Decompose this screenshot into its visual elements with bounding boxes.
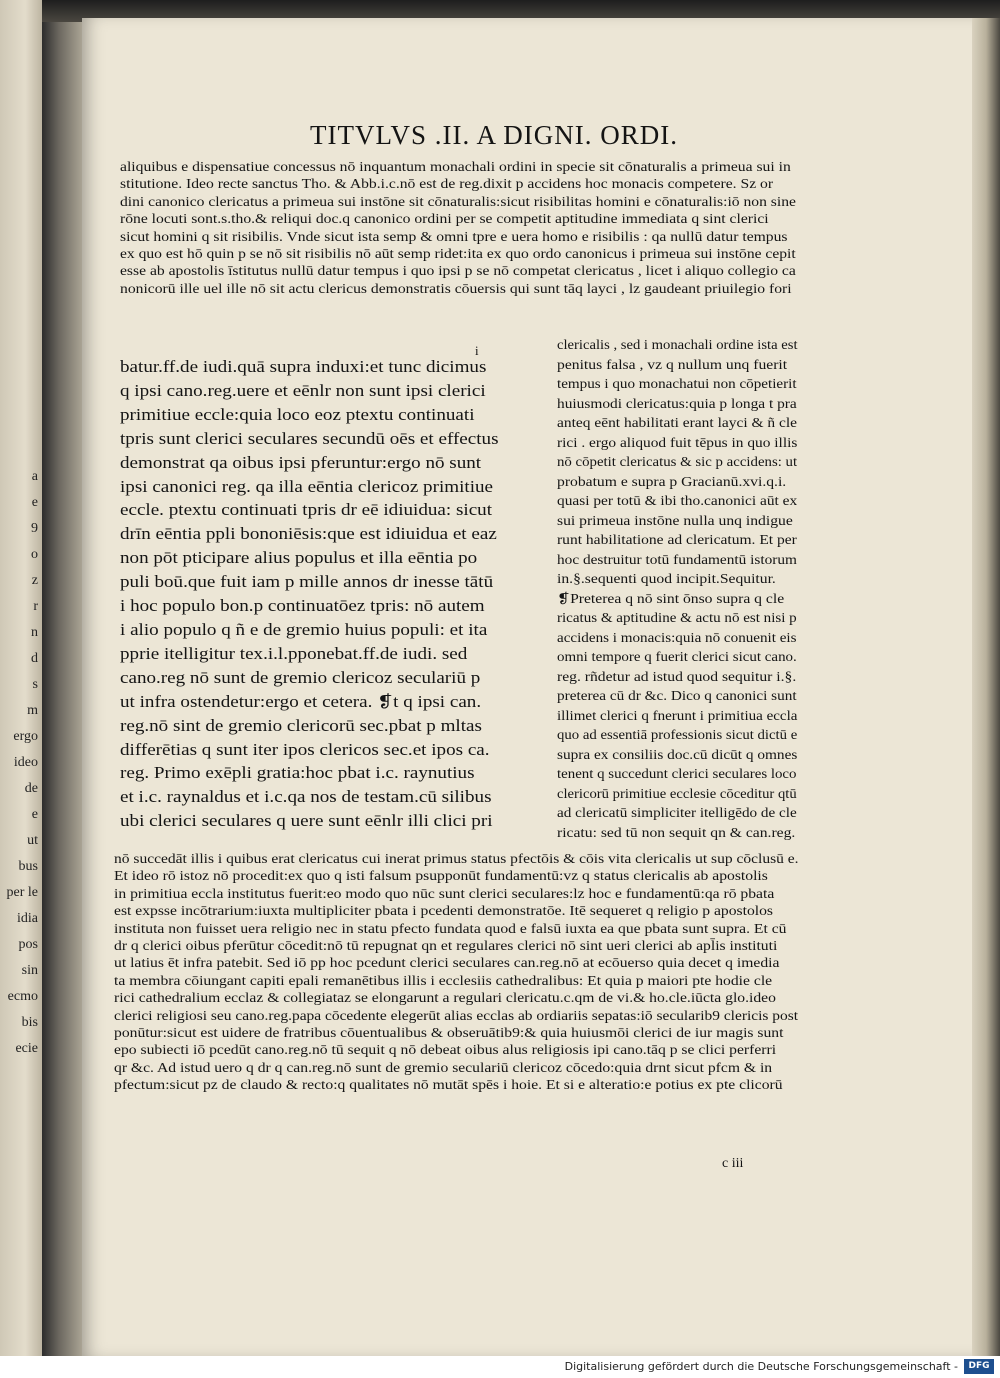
text-line: ut latius ēt infra patebit. Sed iō pp hoc pcedunt clerici seculares can.reg.nō at ecōuerso quia decet q imedia — [114, 955, 780, 971]
text-line: tenent q succedunt clerici seculares loco — [557, 766, 797, 781]
adjacent-page-fragment: z — [31, 573, 38, 588]
text-line: huiusmodi clericatus:quia p longa t pra — [557, 395, 797, 411]
text-line: ex quo est hō quin p se nō sit risibilis nō aūt semp ridet:ita ex quo ordo canonicus i primeua sui instōne cepit — [120, 246, 796, 262]
digitization-footer — [0, 1356, 1000, 1378]
text-line: omni tempore q fuerit clerici sicut cano. — [557, 649, 797, 664]
text-line: nonicorū ille uel ille nō sit actu clericus demonstratis cōuersis qui sunt tāq layci , lz gaudeant priuilegio fori — [120, 280, 792, 296]
text-line: preterea cū dr &c. Dico q canonici sunt — [557, 688, 797, 703]
text-line: probatum e supra p Gracianū.xvi.q.i. — [557, 473, 787, 489]
text-line: pfectum:sicut pz de claudo & recto:q qualitates nō mutāt spēs i hoie. Et si e alteratio:e potius ex pte clicorū — [114, 1077, 783, 1093]
text-line: rici . ergo aliquod fuit tēpus in quo illis — [557, 434, 798, 450]
text-line: rici cathedralium ecclaz & collegiataz se elongarunt a regulari clericatu.c.qm de vi.& ho.cle.iūcta glo.ideo — [114, 990, 776, 1006]
text-line: ubi clerici seculares q uere sunt eēnlr illi clici pri — [120, 811, 493, 831]
text-line: qr &c. Ad istud uero q dr q can.reg.nō sunt de gremio seculariū clericoz cōcedo:quia drnt sicut pfcm & in — [114, 1059, 773, 1075]
text-line: aliquibus e dispensatiue concessus nō inquantum monachali ordini in specie sit cōnaturalis a primeua sui in — [120, 159, 791, 174]
text-line: penitus falsa , vz q nullum unq fuerit — [557, 356, 788, 372]
text-line: tempus i quo monachatui non cōpetierit — [557, 376, 797, 391]
text-line: sicut homini q sit risibilis. Vnde sicut ista semp & omni tpre e uera homo e risibilis : qa nullū datur tempus — [120, 228, 788, 244]
adjacent-page-fragment: idia — [17, 911, 38, 926]
adjacent-page-fragment: bus — [18, 859, 38, 874]
adjacent-page-fragment: s — [32, 677, 38, 692]
text-line: i alio populo q ñ e de gremio huius populi: et ita — [120, 619, 488, 639]
text-line: in.§.sequenti quod incipit.Sequitur. — [557, 571, 776, 586]
text-line: reg. Primo exēpli gratia:hoc pbat i.c. raynutius — [120, 763, 475, 783]
adjacent-page-fragment: r — [33, 599, 38, 614]
text-column-right — [557, 335, 797, 842]
text-line: ta membra cōiungant capiti epali remanētibus illis i ecclesiis cathedralibus: Et quia p maiori pte hodie cle — [114, 972, 773, 988]
text-line: puli boū.que fuit iam p mille annos dr inesse tātū — [120, 572, 494, 592]
text-line: q ipsi cano.reg.uere et eēnlr non sunt ipsi clerici — [120, 380, 486, 400]
text-line: non pōt pticipare alius populus et illa eēntia po — [120, 548, 478, 568]
adjacent-page-fragment: per le — [6, 885, 38, 900]
text-line: differētias q sunt iter ipos clericos sec.et ipos ca. — [120, 739, 490, 759]
page-edge-right — [972, 18, 1000, 1356]
text-line: ipsi canonici reg. qa illa eēntia clericoz primitiue — [120, 476, 494, 496]
adjacent-page-fragment: e — [31, 495, 38, 510]
adjacent-page-fragment: ideo — [13, 755, 38, 770]
text-line: esse ab apostolis īstitutus nullū datur tempus i quo ipsi p se nō competat clericatus , licet i aliquo collegio ca — [120, 263, 796, 279]
text-line: in primitiua eccla institutus fuerit:eo modo quo nūc sunt clerici seculares:lz hoc e fundamentū:qa rō pbata — [114, 885, 775, 901]
text-line: supra ex consiliis doc.cū dicūt q omnes — [557, 746, 798, 762]
text-line: nō succedāt illis i quibus erat clericatus cui inerat primus status pfectōis & cōis vita clericalis ut sup cōclusū e. — [114, 851, 799, 866]
text-line: reg. rñdetur ad istud quod sequitur i.§. — [557, 668, 797, 684]
text-line: dini canonico clericatus a primeua sui instōne sit cōnaturalis:sicut risibilitas homini e cōnaturalis:iō non sine — [120, 193, 796, 209]
adjacent-page-fragment: o — [31, 547, 38, 562]
text-line: pprie itelligitur tex.i.l.pponebat.ff.de iudi. sed — [120, 643, 468, 663]
text-block-top — [120, 158, 796, 297]
page-marker: i — [475, 343, 479, 358]
adjacent-page-fragment: sin — [21, 963, 38, 978]
text-line: ut infra ostendetur:ergo et cetera. ❡t q ipsi can. — [120, 691, 482, 711]
text-line: quasi per totū & ibi tho.canonici aūt ex — [557, 493, 798, 508]
adjacent-page-fragment: pos — [18, 937, 38, 952]
text-line: est expsse incōtrarium:iuxta multipliciter pbata i pcedenti demonstratōe. Itē sequeret q religio p apostolos — [114, 903, 774, 919]
text-line: stitutione. Ideo recte sanctus Tho. & Abb.i.c.nō est de reg.dixit p accidens hoc monacis competere. Sz or — [120, 176, 774, 192]
text-line: runt habilitatione ad clericatum. Et per — [557, 532, 797, 547]
text-line: clerici religiosi seu cano.reg.papa cōcedente elegerūt alias ecclas ab ordiariis sepatas:iō secularib9 clericis post — [114, 1007, 799, 1023]
footer-credit-text: Digitalisierung gefördert durch die Deutsche Forschungsgemeinschaft - — [564, 1360, 958, 1373]
text-line: illimet clerici q fnerunt i primitiua eccla — [557, 707, 798, 723]
text-line: nō cōpetit clericatus & sic p accidens: ut — [557, 454, 798, 469]
text-line: anteq eēnt habilitati erant layci & ñ cle — [557, 415, 797, 430]
text-line: instituta non fuisset uera religio nec in statu pfecto fundata quod e falsū iuxta ea que pbata sunt supra. Et cū — [114, 920, 787, 936]
text-line: ❡Preterea q nō sint ōnso supra q cle — [557, 590, 785, 606]
text-line: primitiue eccle:quia loco eoz ptextu continuati — [120, 404, 475, 424]
text-line: ricatu: sed tū non sequit qn & can.reg. — [557, 824, 796, 840]
text-line: clericalis , sed i monachali ordine ista est — [557, 337, 798, 352]
text-line: i hoc populo bon.p continuatōez tpris: nō autem — [120, 596, 485, 616]
text-line: epo subiecti iō pcedūt cano.reg.nō tū sequit q nō debeat oibus alus religiosis ipi cano.tāq p se clici perferri — [114, 1042, 777, 1058]
adjacent-page-edge — [0, 0, 42, 1356]
adjacent-page-fragment: 9 — [31, 521, 38, 536]
dfg-logo: DFG — [964, 1359, 994, 1374]
text-line: Et ideo rō istoz nō procedit:ex quo q isti falsum psupponūt fundamentū:vz q status clericalis ab apostolis — [114, 868, 768, 884]
text-line: dr q clerici oibus pferūtur cōcedit:nō tū repugnat qn et regulares clerici nō sint ueri clerici ab apl̄is instituti — [114, 938, 778, 954]
adjacent-page-fragment: m — [27, 703, 38, 718]
adjacent-page-fragment: ergo — [13, 729, 38, 744]
text-line: demonstrat qa oibus ipsi pferuntur:ergo nō sunt — [120, 452, 482, 472]
adjacent-page-fragment: ecie — [15, 1041, 38, 1056]
text-line: batur.ff.de iudi.quā supra induxi:et tunc dicimus — [120, 357, 487, 376]
text-line: quo ad essentiā professionis sicut dictū e — [557, 727, 798, 742]
text-line: et i.c. raynaldus et i.c.qa nos de testam.cū silibus — [120, 787, 492, 807]
text-line: ad clericatū simpliciter itelligēdo de cle — [557, 805, 797, 820]
text-block-bottom — [114, 850, 798, 1094]
adjacent-page-fragment: e — [31, 807, 38, 822]
text-line: accidens i monacis:quia nō conuenit eis — [557, 629, 797, 645]
text-column-left — [120, 355, 528, 833]
adjacent-page-fragment: ecmo — [7, 989, 38, 1004]
running-head: TITVLVS .II. A DIGNI. ORDI. — [310, 120, 678, 150]
adjacent-page-fragment: d — [31, 651, 38, 666]
text-line: ponūtur:sicut est uidere de fratribus cōuentualibus & obseruātib9:& quia huiusmōi clerici de iur magis sunt — [114, 1025, 784, 1041]
signature-mark: c iii — [722, 1156, 744, 1171]
text-line: tpris sunt clerici seculares secundū oēs et effectus — [120, 428, 499, 448]
adjacent-page-fragment: n — [31, 625, 38, 640]
text-line: drīn eēntia ppli bononiēsis:que est idiuidua et eaz — [120, 524, 497, 544]
text-line: clericorū primitiue ecclesie cōceditur qtū — [557, 785, 797, 801]
text-line: sui primeua instōne nulla unq indigue — [557, 512, 793, 528]
adjacent-page-fragment: ut — [27, 833, 38, 848]
text-line: cano.reg nō sunt de gremio clericoz seculariū p — [120, 667, 481, 687]
adjacent-page-fragment: bis — [21, 1015, 38, 1030]
text-line: eccle. ptextu continuati tpris dr eē idiuidua: sicut — [120, 500, 493, 520]
adjacent-page-fragment: de — [24, 781, 38, 796]
adjacent-page-fragment: a — [31, 469, 38, 484]
text-line: reg.nō sint de gremio clericorū sec.pbat p mltas — [120, 715, 482, 735]
text-line: ricatus & aptitudine & actu nō est nisi p — [557, 610, 797, 625]
text-line: hoc destruitur totū fundamentū istorum — [557, 551, 797, 567]
text-line: rōne locuti sont.s.tho.& reliqui doc.q canonico ordini per se competit aptitudine immediata q sint clerici — [120, 211, 769, 227]
